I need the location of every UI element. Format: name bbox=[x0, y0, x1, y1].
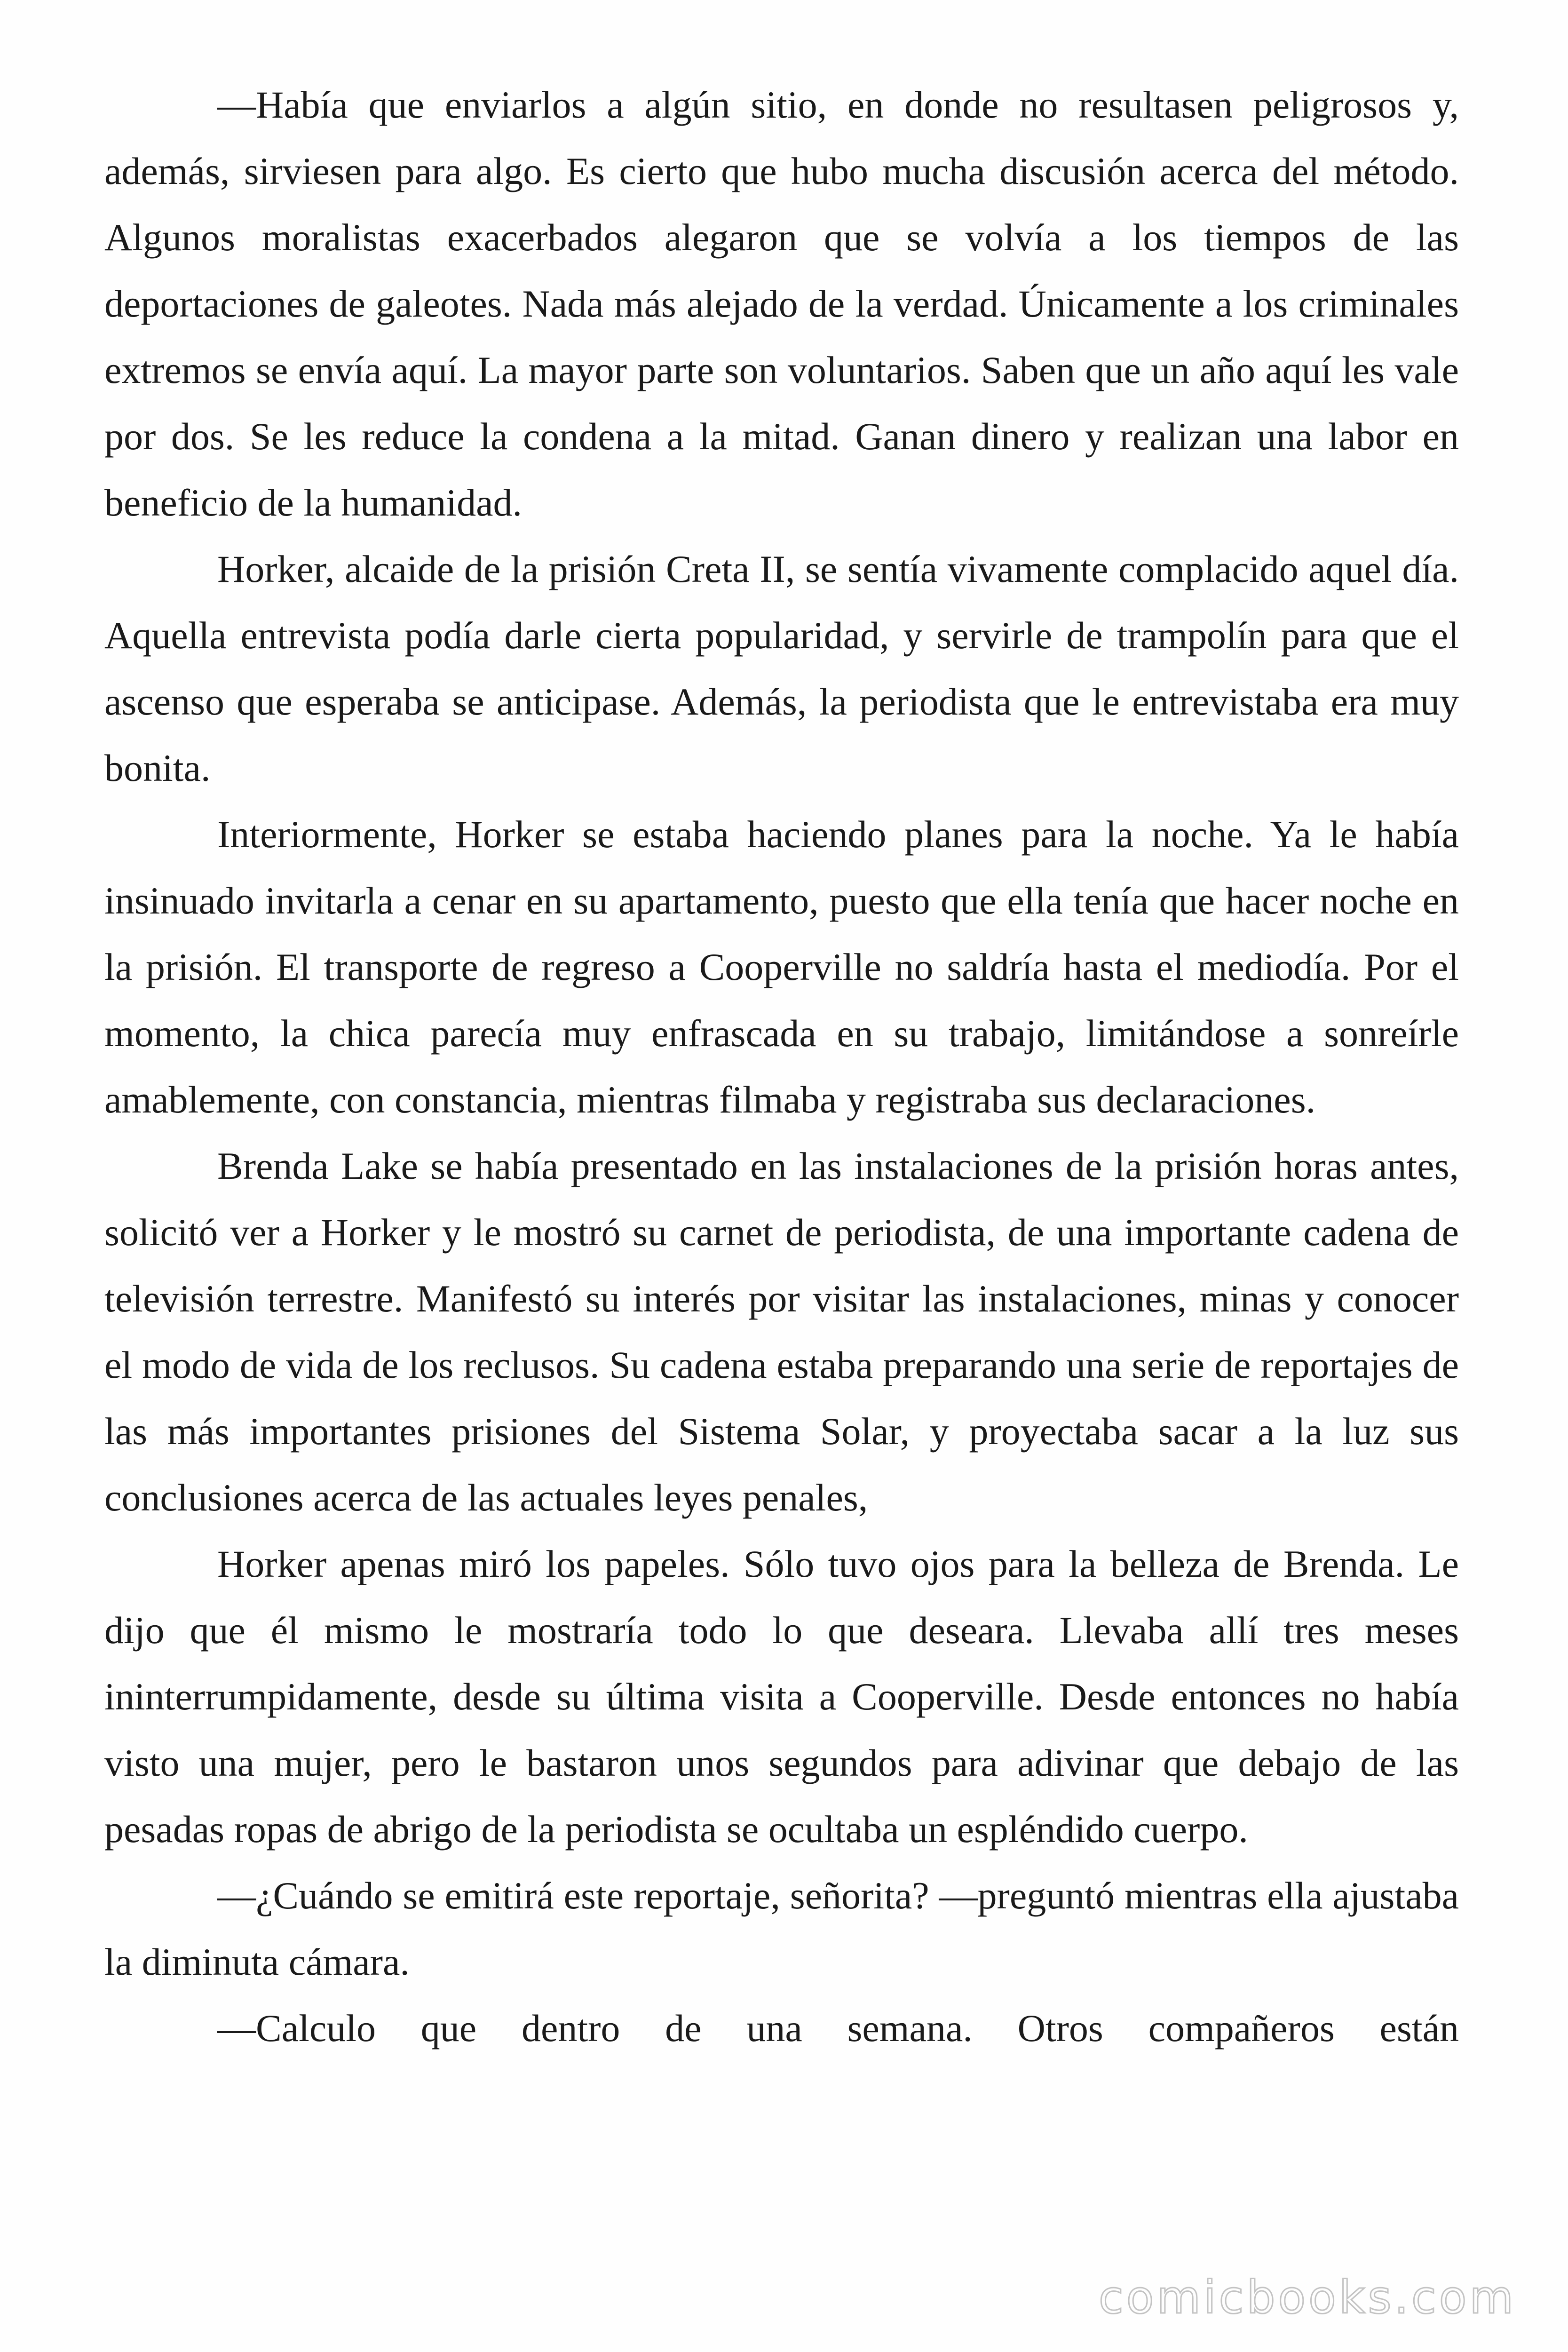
paragraph-3: Interiormente, Horker se estaba haciendo planes para la noche. Ya le había insinuado invitarla a cenar en su apartamento, puesto que ella tenía que hacer noche en la prisión. El transporte de regreso a Cooperville no saldría hasta el mediodía. Por el momento, la chica parecía muy enfrascada en su trabajo, limitándose a sonreírle amablemente, con constancia, mientras filmaba y registraba sus declaraciones. bbox=[104, 813, 1459, 1121]
watermark: comicbooks.com bbox=[1098, 2271, 1516, 2324]
paragraph-1: —Había que enviarlos a algún sitio, en donde no resultasen peligrosos y, además, sirviesen para algo. Es cierto que hubo mucha discusión acerca del método. Algunos moralistas exacerbados alegaron que se volvía a los tiempos de las deportaciones de galeotes. Nada más alejado de la verdad. Únicamente a los criminales extremos se envía aquí. La mayor parte son voluntarios. Saben que un año aquí les vale por dos. Se les reduce la condena a la mitad. Ganan dinero y realizan una labor en beneficio de la humanidad. bbox=[104, 83, 1459, 524]
page-text bbox=[104, 72, 1459, 2061]
paragraph-5: Horker apenas miró los papeles. Sólo tuvo ojos para la belleza de Brenda. Le dijo que él mismo le mostraría todo lo que deseara. Llevaba allí tres meses ininterrumpidamente, desde su última visita a Cooperville. Desde entonces no había visto una mujer, pero le bastaron unos segundos para adivinar que debajo de las pesadas ropas de abrigo de la periodista se ocultaba un espléndido cuerpo. bbox=[104, 1542, 1459, 1851]
paragraph-7: —Calculo que dentro de una semana. Otros compañeros están bbox=[217, 2007, 1459, 2050]
paragraph-4: Brenda Lake se había presentado en las instalaciones de la prisión horas antes, solicitó ver a Horker y le mostró su carnet de periodista, de una importante cadena de televisión terrestre. Manifestó su interés por visitar las instalaciones, minas y conocer el modo de vida de los reclusos. Su cadena estaba preparando una serie de reportajes de las más importantes prisiones del Sistema Solar, y proyectaba sacar a la luz sus conclusiones acerca de las actuales leyes penales, bbox=[104, 1144, 1459, 1519]
paragraph-2: Horker, alcaide de la prisión Creta II, se sentía vivamente complacido aquel día. Aquella entrevista podía darle cierta popularidad, y servirle de trampolín para que el ascenso que esperaba se anticipase. Además, la periodista que le entrevistaba era muy bonita. bbox=[104, 548, 1459, 789]
paragraph-6: —¿Cuándo se emitirá este reportaje, señorita? —preguntó mientras ella ajustaba la diminuta cámara. bbox=[104, 1874, 1459, 1983]
